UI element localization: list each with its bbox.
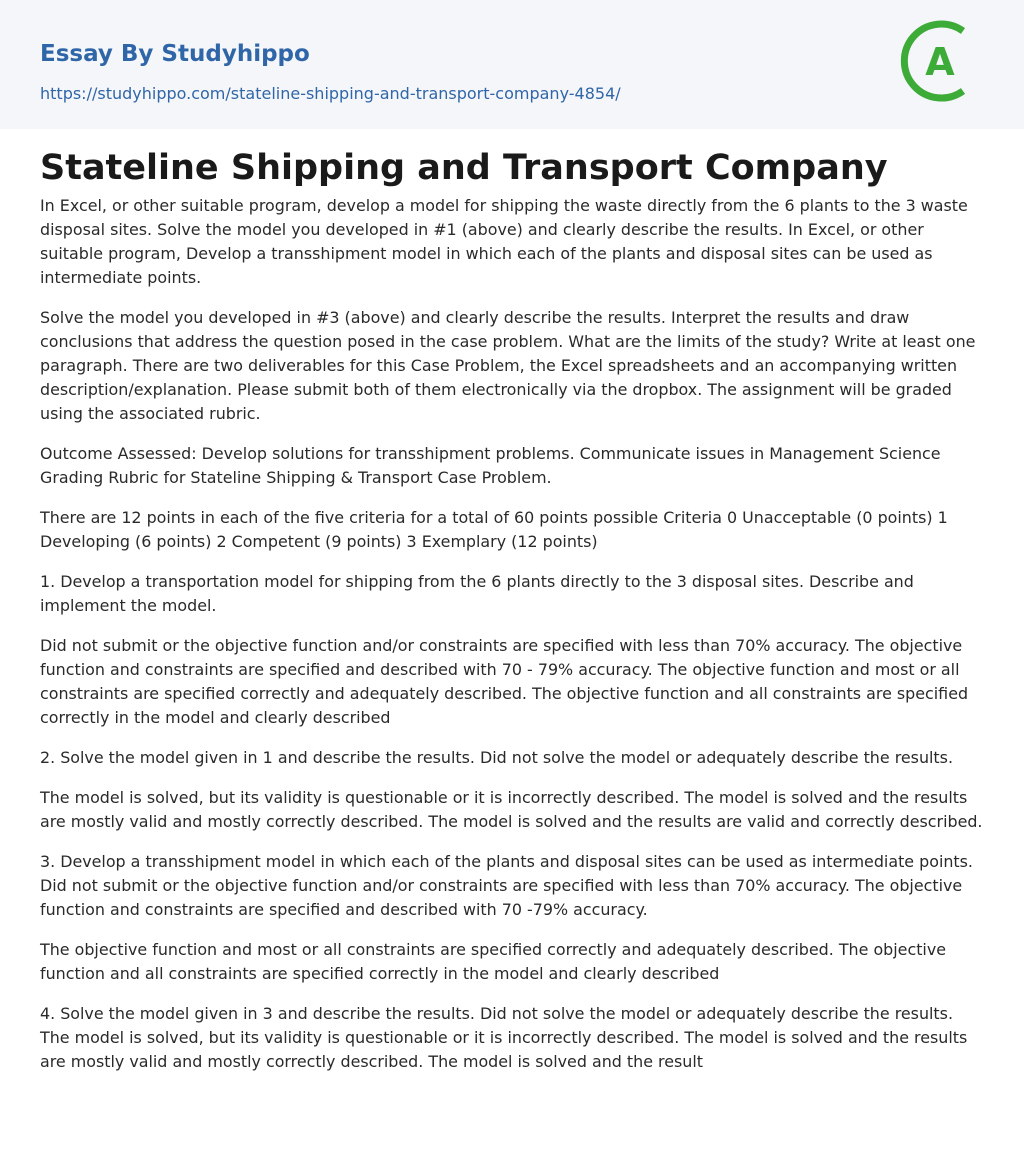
paragraph: The objective function and most or all constraints are specified correctly and adequately described. The objective function and all constraints are specified correctly in the model and clearly described bbox=[40, 940, 947, 983]
paragraph: The model is solved, but its validity is questionable or it is incorrectly described. The model is solved and the results are mostly valid and mostly correctly described. The model is solved and the results are valid and correctly described. bbox=[40, 788, 983, 831]
essay-url-link[interactable]: https://studyhippo.com/stateline-shipping-and-transport-company-4854/ bbox=[40, 84, 621, 103]
paragraph: Outcome Assessed: Develop solutions for transshipment problems. Communicate issues in Management Science Grading Rubric for Stateline Shipping & Transport Case Problem. bbox=[40, 444, 941, 487]
paragraph: There are 12 points in each of the five criteria for a total of 60 points possible Criteria 0 Unacceptable (0 points) 1 Developing (6 points) 2 Competent (9 points) 3 Exemplary (12 points) bbox=[40, 508, 948, 551]
paragraph: 2. Solve the model given in 1 and describe the results. Did not solve the model or adequately describe the results. bbox=[40, 748, 953, 767]
logo-letter: A bbox=[925, 40, 955, 84]
paragraph: 3. Develop a transshipment model in which each of the plants and disposal sites can be used as intermediate points. Did not submit or the objective function and/or constraints are specified with less than 70% accuracy. The objective function and constraints are specified and described with 70 -79% accuracy. bbox=[40, 852, 973, 919]
paragraph: Solve the model you developed in #3 (above) and clearly describe the results. Interpret the results and draw conclusions that address the question posed in the case problem. What are the limits of the study? Write at least one paragraph. There are two deliverables for this Case Problem, the Excel spreadsheets and an accompanying written description/explanation. Please submit both of them electronically via the dropbox. The assignment will be graded using the associated rubric. bbox=[40, 308, 976, 423]
paragraph: 4. Solve the model given in 3 and describe the results. Did not solve the model or adequately describe the results. The model is solved, but its validity is questionable or it is incorrectly described. The model is solved and the results are mostly valid and mostly correctly described. The model is solved and the result bbox=[40, 1004, 968, 1071]
paragraph: 1. Develop a transportation model for shipping from the 6 plants directly to the 3 disposal sites. Describe and implement the model. bbox=[40, 572, 914, 615]
page-title: Stateline Shipping and Transport Company bbox=[40, 148, 888, 188]
site-title[interactable]: Essay By Studyhippo bbox=[40, 41, 310, 67]
studyhippo-logo-icon[interactable] bbox=[900, 18, 986, 104]
article-body bbox=[0, 129, 1024, 1074]
site-header bbox=[0, 0, 1024, 129]
paragraph: Did not submit or the objective function and/or constraints are specified with less than 70% accuracy. The objective function and constraints are specified and described with 70 - 79% accuracy. The objective function and most or all constraints are specified correctly and adequately described. The objective function and all constraints are specified correctly in the model and clearly described bbox=[40, 636, 969, 727]
paragraph: In Excel, or other suitable program, develop a model for shipping the waste directly from the 6 plants to the 3 waste disposal sites. Solve the model you developed in #1 (above) and clearly describe the results. In Excel, or other suitable program, Develop a transshipment model in which each of the plants and disposal sites can be used as intermediate points. bbox=[40, 196, 968, 287]
